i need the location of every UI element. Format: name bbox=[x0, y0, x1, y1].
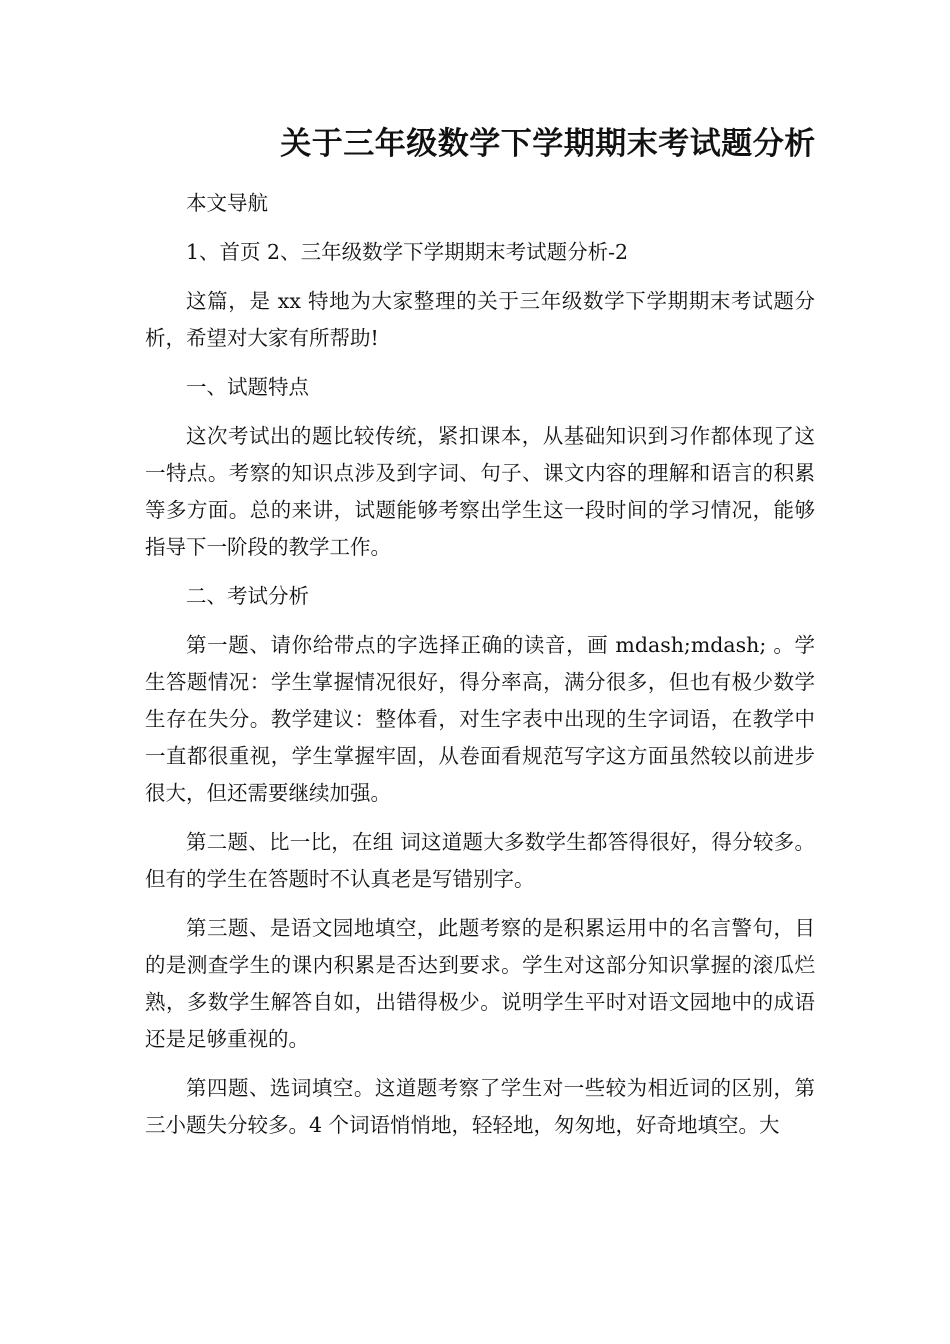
paragraph-question-1: 第一题、请你给带点的字选择正确的读音，画 mdash;mdash; 。学生答题情况：学生掌握情况很好，得分率高，满分很多，但也有极少数学生存在失分。教学建议：整体看，对生字表中出现的生字词语，在教学中一直都很重视，学生掌握牢固，从卷面看规范写字这方面虽然较以前进步很大，但还需要继续加强。 bbox=[145, 633, 815, 805]
section-heading-analysis: 二、考试分析 bbox=[186, 584, 309, 608]
paragraph-question-4: 第四题、选词填空。这道题考察了学生对一些较为相近词的区别，第三小题失分较多。4 个词语悄悄地，轻轻地，匆匆地，好奇地填空。大 bbox=[145, 1076, 815, 1137]
document-body bbox=[145, 185, 815, 1156]
document-title: 关于三年级数学下学期期末考试题分析 bbox=[280, 126, 816, 162]
paragraph-intro: 这篇，是 xx 特地为大家整理的关于三年级数学下学期期末考试题分析，希望对大家有所帮助! bbox=[145, 289, 815, 350]
paragraph-features: 这次考试出的题比较传统，紧扣课本，从基础知识到习作都体现了这一特点。考察的知识点涉及到字词、句子、课文内容的理解和语言的积累等多方面。总的来讲，试题能够考察出学生这一段时间的学习情况，能够指导下一阶段的教学工作。 bbox=[145, 424, 815, 559]
paragraph-question-2: 第二题、比一比，在组 词这道题大多数学生都答得很好，得分较多。但有的学生在答题时不认真老是写错别字。 bbox=[145, 830, 815, 891]
paragraph-question-3: 第三题、是语文园地填空，此题考察的是积累运用中的名言警句，目的是测查学生的课内积累是否达到要求。学生对这部分知识掌握的滚瓜烂熟，多数学生解答自如，出错得极少。说明学生平时对语文园地中的成语还是足够重视的。 bbox=[145, 916, 815, 1051]
section-heading-features: 一、试题特点 bbox=[186, 375, 309, 399]
paragraph-nav-links: 1、首页 2、三年级数学下学期期末考试题分析-2 bbox=[186, 240, 629, 264]
paragraph-nav-heading: 本文导航 bbox=[186, 191, 268, 215]
